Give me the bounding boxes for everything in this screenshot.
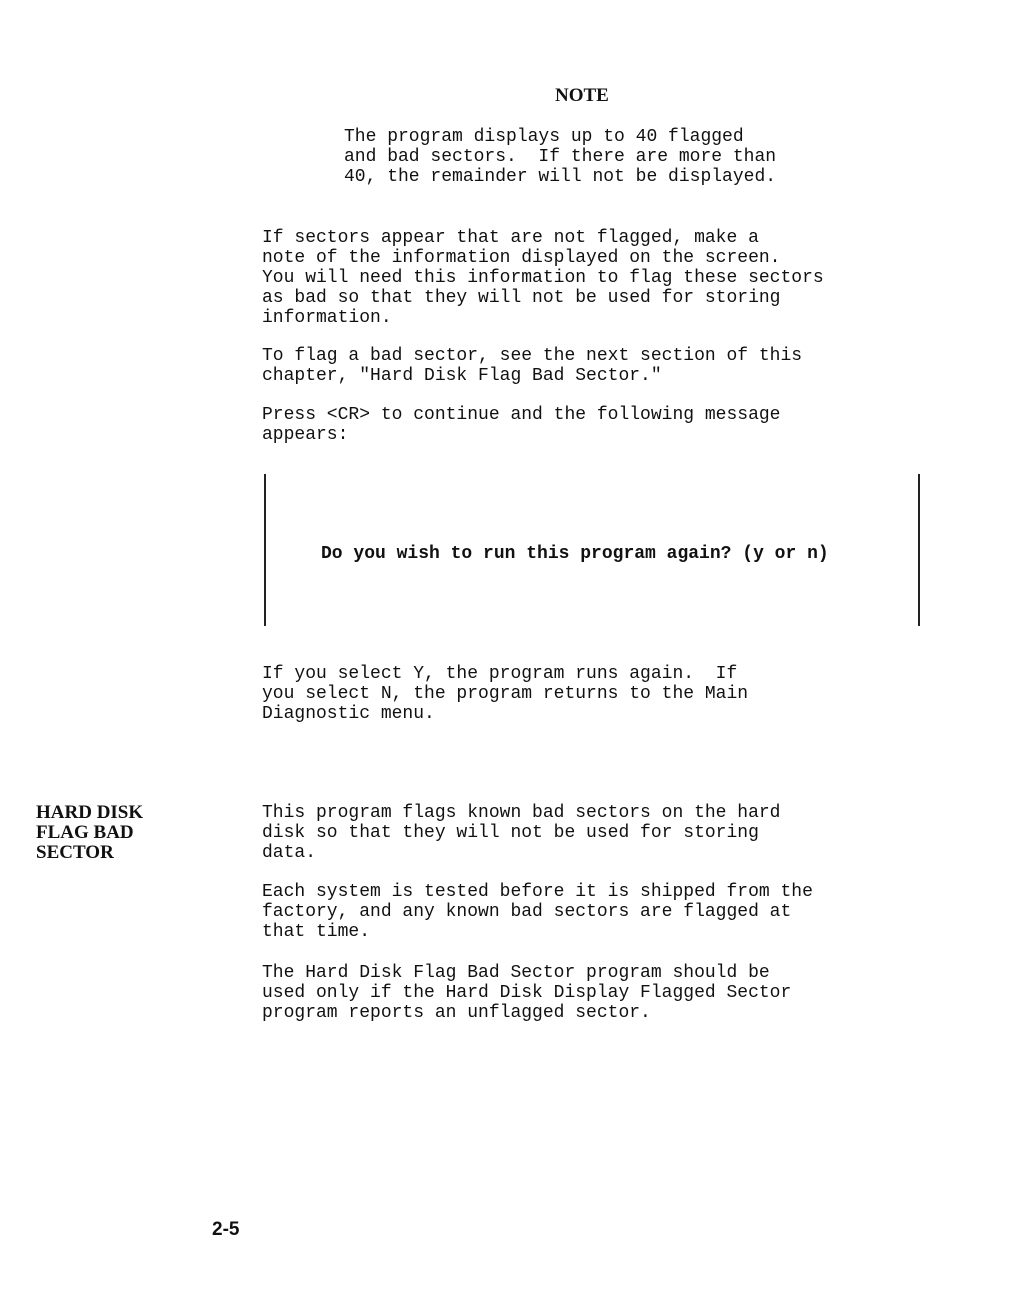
section-heading: HARD DISK FLAG BAD SECTOR [36, 802, 144, 863]
press-cr-paragraph: Press <CR> to continue and the following message appears: [262, 405, 781, 445]
unflagged-sectors-paragraph: If sectors appear that are not flagged, make a note of the information displayed on the screen. You will need this information to flag these sectors as bad so that they will not be used for storing information. [262, 228, 824, 328]
run-again-prompt: Do you wish to run this program again? (y or n) [321, 544, 829, 564]
flag-reference-paragraph: To flag a bad sector, see the next section of this chapter, "Hard Disk Flag Bad Sector." [262, 346, 803, 386]
screen-display-box [264, 474, 920, 626]
page-number: 2-5 [212, 1219, 240, 1240]
factory-test-paragraph: Each system is tested before it is shipped from the factory, and any known bad sectors are flagged at that time. [262, 882, 813, 942]
note-body: The program displays up to 40 flagged and bad sectors. If there are more than 40, the remainder will not be displayed. [344, 127, 777, 187]
section-intro-paragraph: This program flags known bad sectors on the hard disk so that they will not be used for storing data. [262, 803, 781, 863]
note-title: NOTE [555, 85, 609, 106]
usage-paragraph: The Hard Disk Flag Bad Sector program should be used only if the Hard Disk Display Flagged Sector program reports an unflagged sector. [262, 963, 792, 1023]
select-y-n-paragraph: If you select Y, the program runs again. If you select N, the program returns to the Main Diagnostic menu. [262, 664, 749, 724]
